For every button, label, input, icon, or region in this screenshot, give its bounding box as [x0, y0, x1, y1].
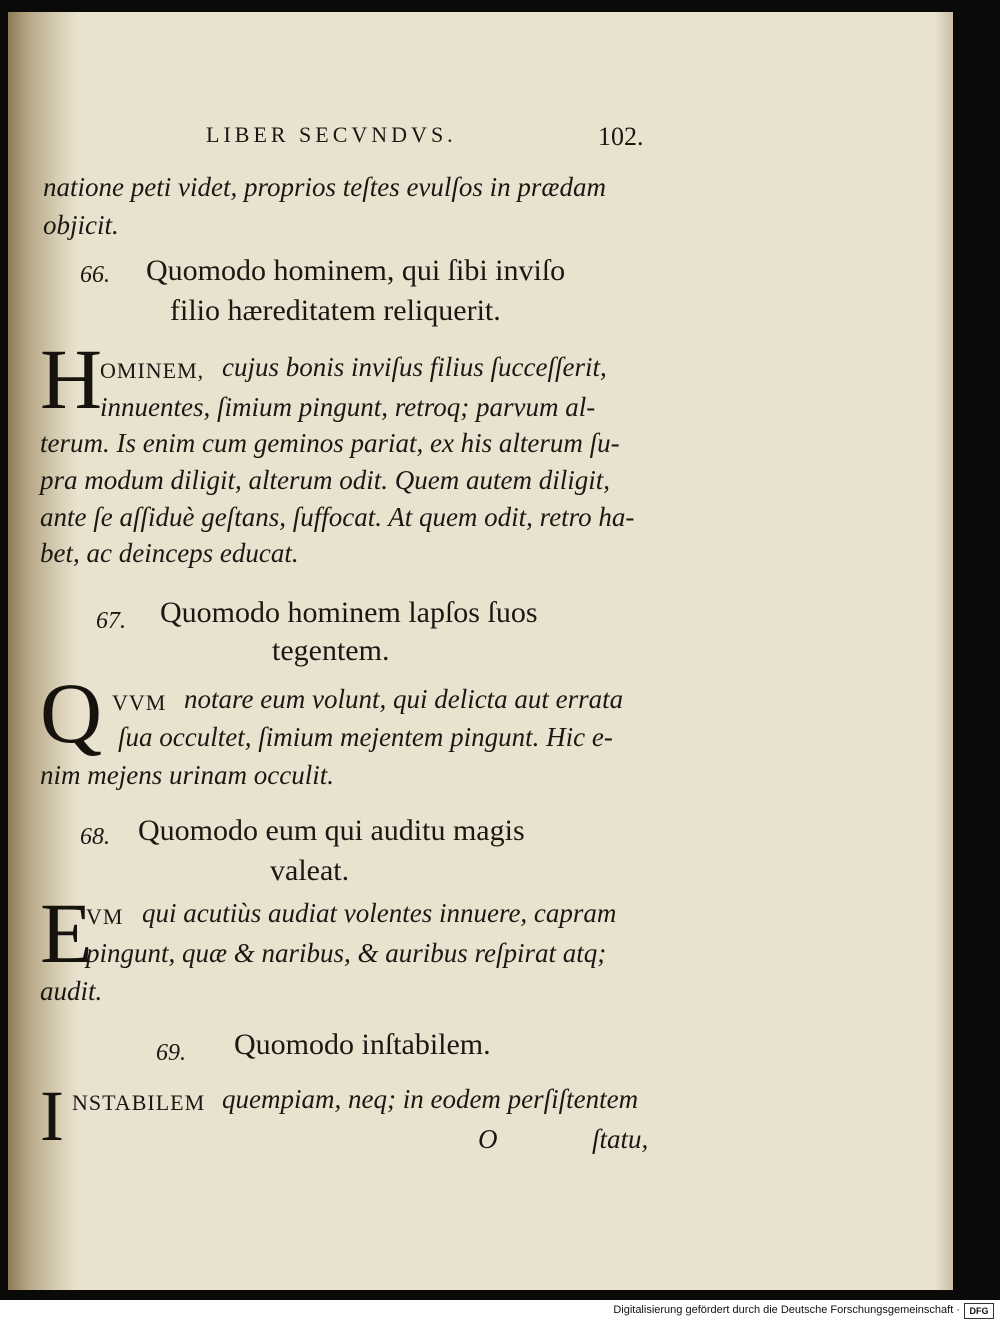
text-line: audit.: [40, 976, 103, 1006]
text-line: qui acutiùs audiat volentes innuere, capram: [142, 898, 617, 928]
section-heading-cont: tegentem.: [272, 634, 390, 667]
drop-cap: H: [40, 331, 103, 427]
section-heading-cont: valeat.: [270, 854, 350, 887]
text-line: ante ſe aſſiduè geſtans, ſuffocat. At quem odit, retro ha-: [40, 502, 635, 532]
text-line: bet, ac deinceps educat.: [40, 538, 299, 568]
running-head: LIBER SECVNDVS.: [206, 122, 457, 147]
section-number: 68.: [80, 824, 110, 850]
section-heading: Quomodo hominem lapſos ſuos: [160, 596, 538, 629]
text-line: terum. Is enim cum geminos pariat, ex his alterum ſu-: [40, 428, 620, 458]
text-line: innuentes, ſimium pingunt, retroq; parvum al-: [100, 392, 596, 422]
text-line: ſua occultet, ſimium mejentem pingunt. Hic e-: [118, 722, 613, 752]
section-heading-cont: filio hæreditatem reliquerit.: [170, 294, 501, 327]
dfg-logo-icon: DFG: [964, 1303, 994, 1319]
footer-credit: Digitalisierung gefördert durch die Deutsche Forschungsgemeinschaft ·: [613, 1304, 960, 1316]
digitization-footer: [0, 1300, 1000, 1321]
page-edge: [935, 12, 953, 1290]
text-line: nim mejens urinam occulit.: [40, 760, 334, 790]
small-caps-word: VM: [86, 904, 124, 929]
text-line: pingunt, quæ & naribus, & auribus reſpirat atq;: [86, 938, 607, 968]
continuation-line-1: natione peti videt, proprios teſtes evulſos in prædam: [43, 172, 606, 202]
section-number: 67.: [96, 608, 126, 634]
section-number: 69.: [156, 1040, 186, 1066]
text-line: cujus bonis inviſus filius ſucceſſerit,: [222, 352, 607, 382]
drop-cap: E: [40, 885, 93, 981]
small-caps-word: VVM: [112, 690, 167, 715]
catchword: ſtatu,: [592, 1124, 649, 1154]
page-number: 102.: [598, 122, 644, 151]
section-number: 66.: [80, 262, 110, 288]
continuation-line-2: objicit.: [43, 210, 119, 240]
signature-mark: O: [478, 1124, 498, 1154]
text-line: quempiam, neq; in eodem perſiſtentem: [222, 1084, 639, 1114]
drop-cap: Q: [40, 665, 103, 761]
text-line: pra modum diligit, alterum odit. Quem autem diligit,: [40, 465, 610, 495]
small-caps-word: NSTABILEM: [72, 1090, 206, 1115]
section-heading: Quomodo hominem, qui ſibi inviſo: [146, 254, 566, 287]
section-heading: Quomodo eum qui auditu magis: [138, 814, 525, 847]
drop-cap: I: [40, 1076, 64, 1156]
small-caps-word: OMINEM,: [100, 358, 205, 383]
text-line: notare eum volunt, qui delicta aut errata: [184, 684, 624, 714]
section-heading: Quomodo inſtabilem.: [234, 1028, 491, 1061]
